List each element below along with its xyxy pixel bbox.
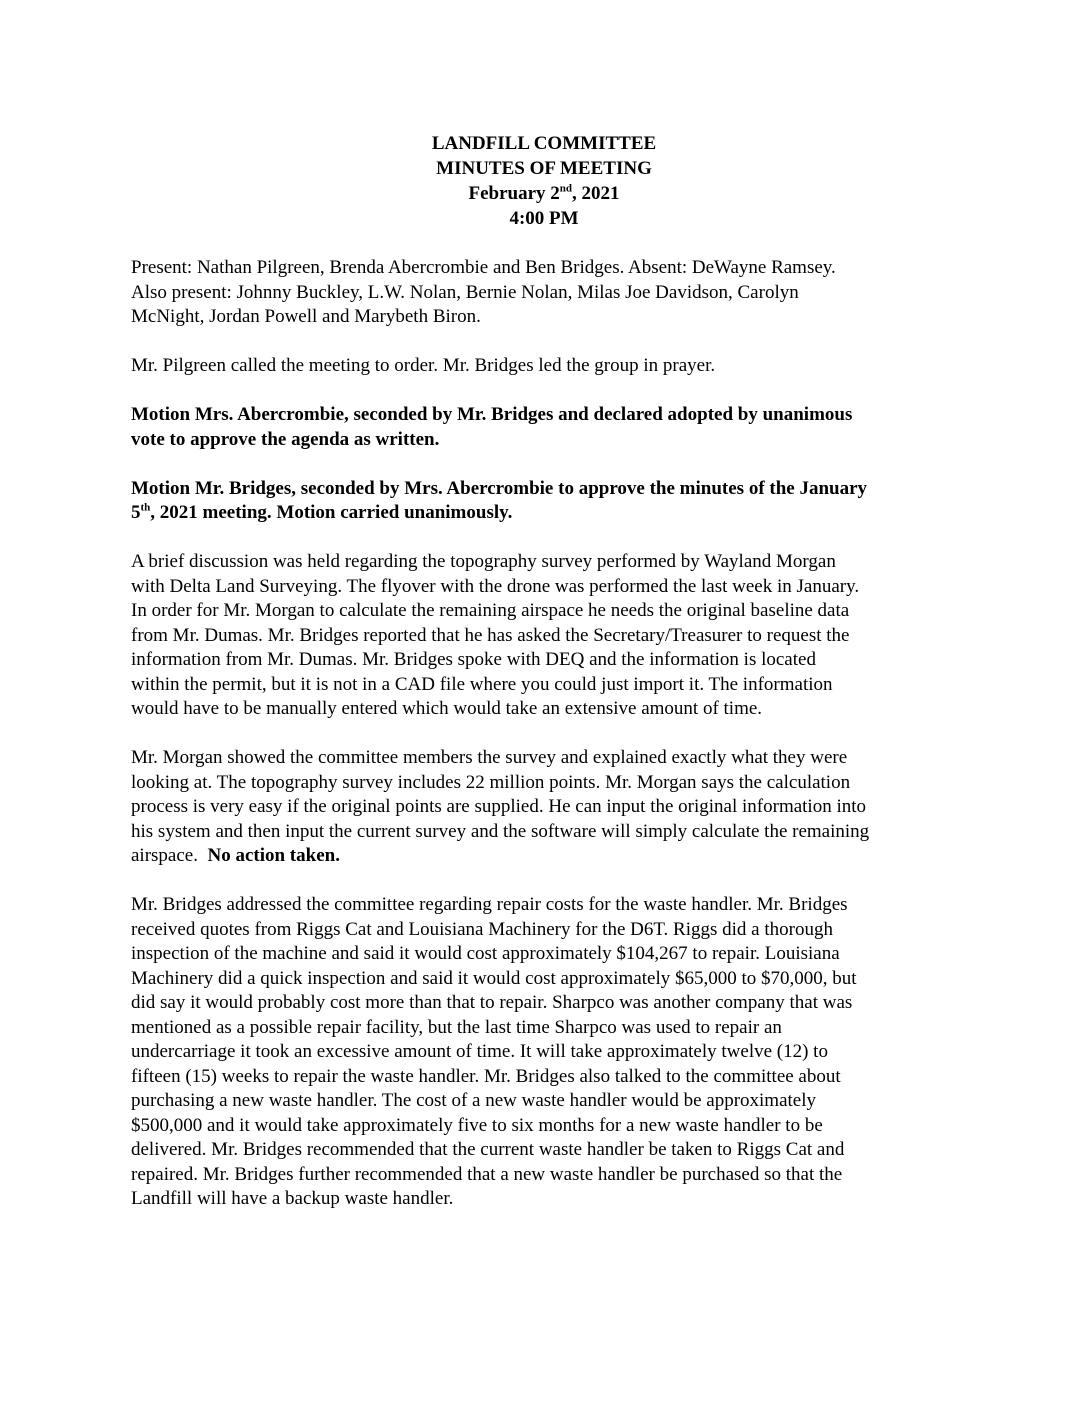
call-to-order-paragraph bbox=[131, 354, 971, 379]
document-header bbox=[0, 131, 1088, 231]
morgan-line: his system and then input the current survey and the software will simply calculate the remaining bbox=[131, 820, 870, 842]
motion-agenda-paragraph bbox=[131, 403, 971, 452]
repair-line: fifteen (15) weeks to repair the waste handler. Mr. Bridges also talked to the committee about bbox=[131, 1065, 841, 1087]
motion-minutes-day: 5 bbox=[131, 502, 141, 523]
morgan-paragraph bbox=[131, 746, 971, 869]
no-action-taken: No action taken. bbox=[207, 845, 340, 866]
repair-line: mentioned as a possible repair facility, but the last time Sharpco was used to repair an bbox=[131, 1016, 782, 1038]
committee-title: LANDFILL COMMITTEE bbox=[431, 133, 657, 154]
repair-paragraph bbox=[131, 893, 971, 1212]
repair-line: purchasing a new waste handler. The cost of a new waste handler would be approximately bbox=[131, 1090, 817, 1111]
attendance-line: Also present: Johnny Buckley, L.W. Nolan, Bernie Nolan, Milas Joe Davidson, Carolyn bbox=[131, 281, 799, 303]
survey-line: information from Mr. Dumas. Mr. Bridges spoke with DEQ and the information is located bbox=[131, 649, 816, 670]
document-body bbox=[131, 256, 971, 1236]
meeting-time: 4:00 PM bbox=[509, 208, 579, 229]
survey-line: within the permit, but it is not in a CAD file where you could just import it. The information bbox=[131, 673, 833, 695]
meeting-date-year: , 2021 bbox=[572, 183, 620, 204]
repair-line: did say it would probably cost more than that to repair. Sharpco was another company that was bbox=[131, 992, 853, 1013]
attendance-line: McNight, Jordan Powell and Marybeth Biron. bbox=[131, 306, 481, 327]
survey-line: from Mr. Dumas. Mr. Bridges reported that he has asked the Secretary/Treasurer to request the bbox=[131, 624, 850, 646]
call-to-order-line: Mr. Pilgreen called the meeting to order. Mr. Bridges led the group in prayer. bbox=[131, 355, 716, 376]
motion-minutes-paragraph bbox=[131, 477, 971, 526]
repair-line: Landfill will have a backup waste handler. bbox=[131, 1188, 454, 1209]
attendance-line: Present: Nathan Pilgreen, Brenda Abercrombie and Ben Bridges. Absent: DeWayne Ramsey. bbox=[131, 257, 836, 278]
motion-minutes-rest: , 2021 meeting. Motion carried unanimously. bbox=[150, 502, 513, 523]
motion-minutes-line: Motion Mr. Bridges, seconded by Mrs. Abercrombie to approve the minutes of the January bbox=[131, 477, 868, 499]
repair-line: Mr. Bridges addressed the committee regarding repair costs for the waste handler. Mr. Bridges bbox=[131, 894, 848, 915]
minutes-title: MINUTES OF MEETING bbox=[436, 158, 652, 179]
survey-line: In order for Mr. Morgan to calculate the remaining airspace he needs the original baseline data bbox=[131, 600, 850, 621]
repair-line: inspection of the machine and said it would cost approximately $104,267 to repair. Louisiana bbox=[131, 943, 840, 964]
motion-agenda-line: Motion Mrs. Abercrombie, seconded by Mr. Bridges and declared adopted by unanimous bbox=[131, 404, 853, 425]
repair-line: Machinery did a quick inspection and said it would cost approximately $65,000 to $70,000, but bbox=[131, 967, 857, 989]
survey-line: would have to be manually entered which would take an extensive amount of time. bbox=[131, 698, 763, 719]
meeting-date-month: February 2 bbox=[468, 183, 560, 204]
morgan-line: process is very easy if the original points are supplied. He can input the original information into bbox=[131, 796, 867, 817]
repair-line: received quotes from Riggs Cat and Louisiana Machinery for the D6T. Riggs did a thorough bbox=[131, 918, 833, 940]
meeting-date-ordinal: nd bbox=[559, 182, 573, 195]
repair-line: delivered. Mr. Bridges recommended that the current waste handler be taken to Riggs Cat and bbox=[131, 1139, 845, 1160]
morgan-line bbox=[131, 844, 971, 869]
motion-minutes-line bbox=[131, 501, 971, 526]
repair-line: $500,000 and it would take approximately five to six months for a new waste handler to be bbox=[131, 1114, 823, 1136]
motion-minutes-ordinal: th bbox=[140, 501, 151, 514]
repair-line: repaired. Mr. Bridges further recommended that a new waste handler be purchased so that the bbox=[131, 1163, 843, 1185]
morgan-line: Mr. Morgan showed the committee members the survey and explained exactly what they were bbox=[131, 747, 848, 768]
survey-paragraph bbox=[131, 550, 971, 722]
motion-agenda-line: vote to approve the agenda as written. bbox=[131, 428, 440, 450]
survey-line: with Delta Land Surveying. The flyover with the drone was performed the last week in January. bbox=[131, 575, 860, 597]
repair-line: undercarriage it took an excessive amount of time. It will take approximately twelve (12) to bbox=[131, 1041, 828, 1062]
morgan-last-text: airspace. bbox=[131, 845, 208, 866]
attendance-paragraph bbox=[131, 256, 971, 330]
meeting-date bbox=[0, 181, 1088, 206]
morgan-line: looking at. The topography survey includes 22 million points. Mr. Morgan says the calculation bbox=[131, 771, 851, 793]
survey-line: A brief discussion was held regarding the topography survey performed by Wayland Morgan bbox=[131, 551, 836, 572]
